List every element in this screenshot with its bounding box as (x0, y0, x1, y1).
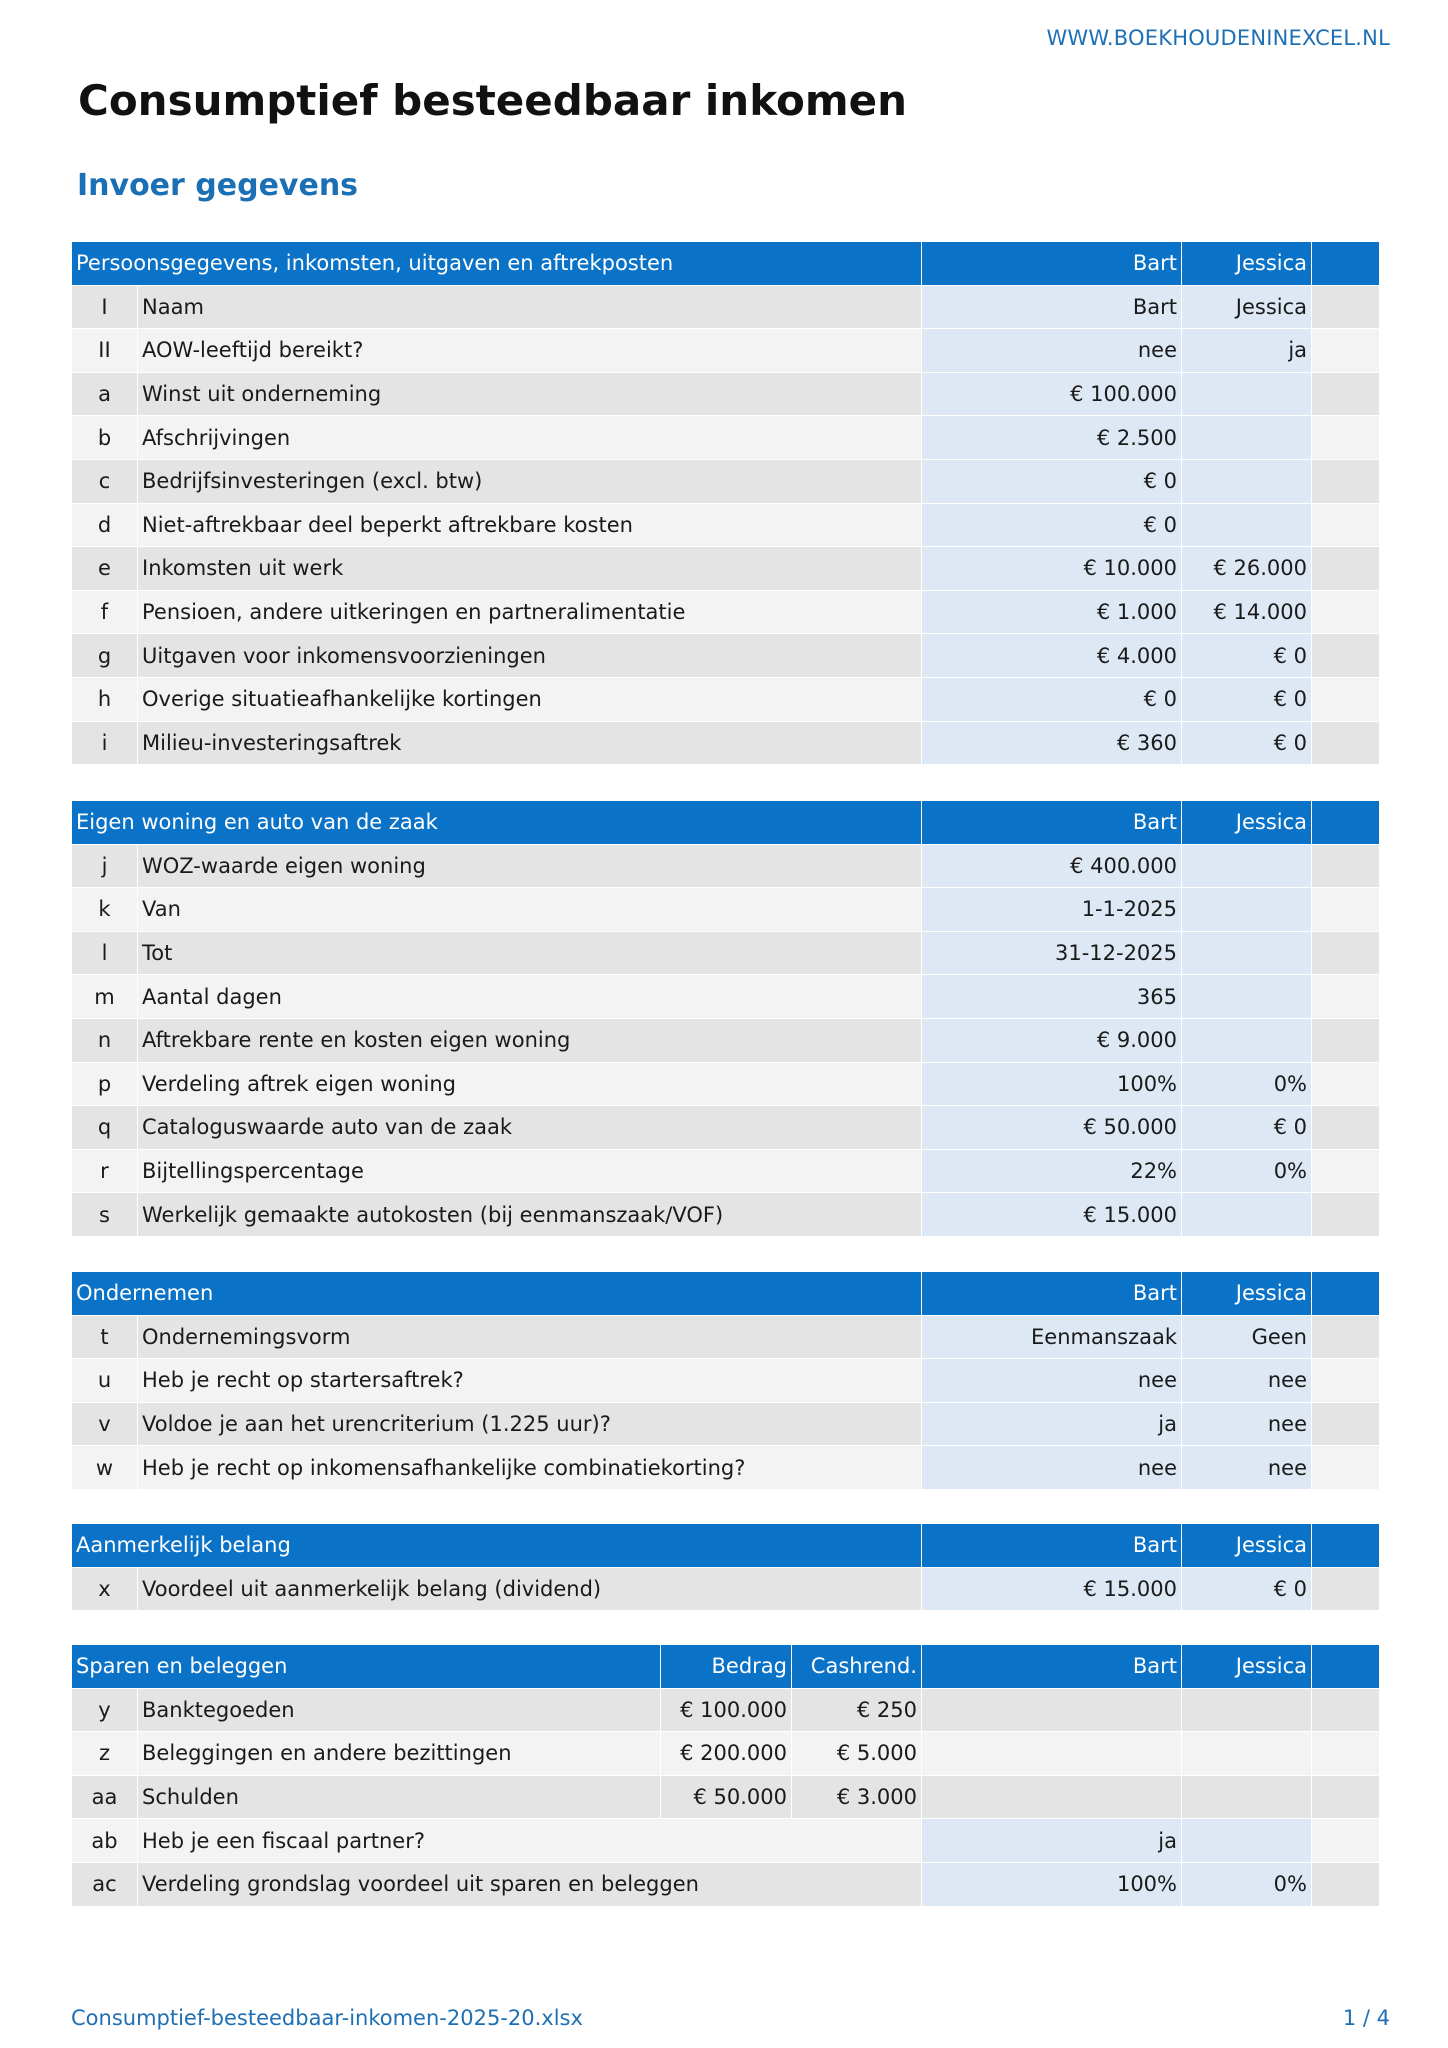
row-code: d (72, 503, 138, 547)
row-code: m (72, 975, 138, 1019)
row-code: c (72, 459, 138, 503)
header-bart: Bart (922, 242, 1182, 286)
value-jessica[interactable]: € 0 (1182, 1567, 1312, 1611)
header-jessica: Jessica (1182, 801, 1312, 845)
value-jessica[interactable]: 0% (1182, 1062, 1312, 1106)
value-bart[interactable]: € 50.000 (922, 1106, 1182, 1150)
value-bedrag[interactable]: € 50.000 (661, 1775, 792, 1819)
table-row (72, 844, 1380, 888)
row-label: Bedrijfsinvesteringen (excl. btw) (138, 459, 922, 503)
row-code: i (72, 721, 138, 765)
footer-page-number: 1 / 4 (1342, 2006, 1390, 2030)
row-code: y (72, 1688, 138, 1732)
row-label: Schulden (138, 1775, 661, 1819)
value-jessica[interactable]: 0% (1182, 1862, 1312, 1906)
row-code: x (72, 1567, 138, 1611)
table-row (72, 416, 1380, 460)
value-bart[interactable]: Bart (922, 285, 1182, 329)
header-jessica: Jessica (1182, 1645, 1312, 1689)
table-row (72, 1315, 1380, 1359)
table-row (72, 1359, 1380, 1403)
table-substantial-interest (71, 1523, 1380, 1611)
table-row (72, 888, 1380, 932)
row-label: Bijtellingspercentage (138, 1149, 922, 1193)
table-savings-investments (71, 1644, 1380, 1907)
value-jessica[interactable]: € 0 (1182, 1106, 1312, 1150)
row-label: Verdeling aftrek eigen woning (138, 1062, 922, 1106)
row-spacer (1312, 975, 1380, 1019)
table-header-row (72, 242, 1380, 286)
row-code: p (72, 1062, 138, 1106)
row-spacer (1312, 1688, 1380, 1732)
table-row (72, 285, 1380, 329)
value-jessica[interactable]: Geen (1182, 1315, 1312, 1359)
table-row (72, 1567, 1380, 1611)
table-row (72, 1732, 1380, 1776)
value-bart[interactable]: € 10.000 (922, 547, 1182, 591)
table-row (72, 634, 1380, 678)
row-spacer (1312, 931, 1380, 975)
row-code: q (72, 1106, 138, 1150)
value-bart[interactable]: 100% (922, 1062, 1182, 1106)
row-code: f (72, 590, 138, 634)
row-code: aa (72, 1775, 138, 1819)
row-code: g (72, 634, 138, 678)
row-code: k (72, 888, 138, 932)
value-bart[interactable]: 365 (922, 975, 1182, 1019)
value-bart (922, 1688, 1182, 1732)
value-bart[interactable]: € 0 (922, 503, 1182, 547)
value-jessica[interactable] (1182, 975, 1312, 1019)
row-spacer (1312, 1402, 1380, 1446)
row-code: z (72, 1732, 138, 1776)
value-jessica[interactable]: € 0 (1182, 677, 1312, 721)
row-code: ac (72, 1862, 138, 1906)
header-jessica: Jessica (1182, 1272, 1312, 1316)
row-spacer (1312, 547, 1380, 591)
header-cashrend: Cashrend. (792, 1645, 922, 1689)
value-bart[interactable]: nee (922, 1446, 1182, 1490)
value-jessica (1182, 1732, 1312, 1776)
value-jessica (1182, 1688, 1312, 1732)
value-jessica[interactable] (1182, 844, 1312, 888)
value-bart[interactable]: nee (922, 1359, 1182, 1403)
row-label: Voordeel uit aanmerkelijk belang (dividend) (138, 1567, 922, 1611)
table-row (72, 459, 1380, 503)
value-jessica[interactable]: € 26.000 (1182, 547, 1312, 591)
header-spacer (1312, 1272, 1380, 1316)
row-code: v (72, 1402, 138, 1446)
value-jessica[interactable]: € 14.000 (1182, 590, 1312, 634)
table-row (72, 1446, 1380, 1490)
value-bart[interactable]: 100% (922, 1862, 1182, 1906)
row-spacer (1312, 1862, 1380, 1906)
value-jessica[interactable] (1182, 416, 1312, 460)
section-title: Invoer gegevens (77, 168, 359, 203)
table-row (72, 547, 1380, 591)
table-header-row (72, 1272, 1380, 1316)
value-jessica[interactable] (1182, 1819, 1312, 1863)
row-spacer (1312, 416, 1380, 460)
row-code: b (72, 416, 138, 460)
row-code: r (72, 1149, 138, 1193)
row-spacer (1312, 372, 1380, 416)
value-bart[interactable]: 1-1-2025 (922, 888, 1182, 932)
row-spacer (1312, 844, 1380, 888)
row-label: Heb je een fiscaal partner? (138, 1819, 922, 1863)
header-bart: Bart (922, 1645, 1182, 1689)
value-jessica[interactable] (1182, 459, 1312, 503)
value-bart[interactable]: nee (922, 329, 1182, 373)
table-row (72, 1149, 1380, 1193)
value-jessica[interactable]: € 0 (1182, 634, 1312, 678)
value-bart[interactable]: 22% (922, 1149, 1182, 1193)
value-cashrend: € 3.000 (792, 1775, 922, 1819)
row-code: t (72, 1315, 138, 1359)
value-bart[interactable]: € 2.500 (922, 416, 1182, 460)
row-label: Van (138, 888, 922, 932)
row-code: a (72, 372, 138, 416)
value-jessica (1182, 1775, 1312, 1819)
row-label: Pensioen, andere uitkeringen en partneralimentatie (138, 590, 922, 634)
row-code: II (72, 329, 138, 373)
header-jessica: Jessica (1182, 242, 1312, 286)
row-spacer (1312, 1446, 1380, 1490)
table-business (71, 1271, 1380, 1490)
row-label: Naam (138, 285, 922, 329)
value-jessica[interactable]: nee (1182, 1446, 1312, 1490)
table-row (72, 372, 1380, 416)
row-label: Aftrekbare rente en kosten eigen woning (138, 1018, 922, 1062)
row-label: Verdeling grondslag voordeel uit sparen en beleggen (138, 1862, 922, 1906)
row-code: ab (72, 1819, 138, 1863)
value-bart[interactable]: ja (922, 1402, 1182, 1446)
table-row (72, 590, 1380, 634)
row-spacer (1312, 677, 1380, 721)
row-label: Werkelijk gemaakte autokosten (bij eenmanszaak/VOF) (138, 1193, 922, 1237)
row-spacer (1312, 1732, 1380, 1776)
table-header-row (72, 1524, 1380, 1568)
table-row (72, 1688, 1380, 1732)
header-section-label: Ondernemen (72, 1272, 922, 1316)
table-row (72, 1062, 1380, 1106)
row-label: Voldoe je aan het urencriterium (1.225 uur)? (138, 1402, 922, 1446)
row-label: Aantal dagen (138, 975, 922, 1019)
header-section-label: Eigen woning en auto van de zaak (72, 801, 922, 845)
row-code: w (72, 1446, 138, 1490)
row-code: u (72, 1359, 138, 1403)
table-row (72, 1775, 1380, 1819)
row-code: j (72, 844, 138, 888)
header-spacer (1312, 1645, 1380, 1689)
row-spacer (1312, 888, 1380, 932)
value-bart[interactable]: ja (922, 1819, 1182, 1863)
value-jessica[interactable] (1182, 503, 1312, 547)
value-bart[interactable]: € 100.000 (922, 372, 1182, 416)
row-spacer (1312, 1018, 1380, 1062)
value-bart (922, 1732, 1182, 1776)
value-bart[interactable]: € 400.000 (922, 844, 1182, 888)
table-row (72, 677, 1380, 721)
row-spacer (1312, 634, 1380, 678)
value-bart[interactable]: € 360 (922, 721, 1182, 765)
table-home-car (71, 800, 1380, 1237)
row-code: n (72, 1018, 138, 1062)
row-spacer (1312, 1567, 1380, 1611)
header-bart: Bart (922, 801, 1182, 845)
row-spacer (1312, 1193, 1380, 1237)
table-row (72, 1402, 1380, 1446)
row-label: Heb je recht op startersaftrek? (138, 1359, 922, 1403)
row-label: Milieu-investeringsaftrek (138, 721, 922, 765)
value-bart[interactable]: € 15.000 (922, 1567, 1182, 1611)
table-row (72, 721, 1380, 765)
row-spacer (1312, 329, 1380, 373)
value-bart[interactable]: € 4.000 (922, 634, 1182, 678)
value-jessica[interactable] (1182, 888, 1312, 932)
header-bart: Bart (922, 1524, 1182, 1568)
table-row (72, 931, 1380, 975)
row-label: Ondernemingsvorm (138, 1315, 922, 1359)
value-jessica[interactable]: ja (1182, 329, 1312, 373)
header-bedrag: Bedrag (661, 1645, 792, 1689)
row-label: Uitgaven voor inkomensvoorzieningen (138, 634, 922, 678)
row-spacer (1312, 590, 1380, 634)
value-bart[interactable]: € 0 (922, 677, 1182, 721)
value-cashrend: € 250 (792, 1688, 922, 1732)
value-bart[interactable]: Eenmanszaak (922, 1315, 1182, 1359)
row-label: Cataloguswaarde auto van de zaak (138, 1106, 922, 1150)
row-label: AOW-leeftijd bereikt? (138, 329, 922, 373)
row-spacer (1312, 1106, 1380, 1150)
table-row (72, 1193, 1380, 1237)
value-bart[interactable]: € 0 (922, 459, 1182, 503)
value-jessica[interactable] (1182, 1018, 1312, 1062)
table-personal (71, 241, 1380, 765)
row-label: Afschrijvingen (138, 416, 922, 460)
row-code: l (72, 931, 138, 975)
row-code: s (72, 1193, 138, 1237)
site-url[interactable]: WWW.BOEKHOUDENINEXCEL.NL (1046, 26, 1390, 50)
row-label: Heb je recht op inkomensafhankelijke combinatiekorting? (138, 1446, 922, 1490)
header-spacer (1312, 1524, 1380, 1568)
value-bedrag[interactable]: € 100.000 (661, 1688, 792, 1732)
row-label: Beleggingen en andere bezittingen (138, 1732, 661, 1776)
row-spacer (1312, 721, 1380, 765)
value-jessica[interactable]: 0% (1182, 1149, 1312, 1193)
value-bart[interactable]: € 15.000 (922, 1193, 1182, 1237)
row-spacer (1312, 285, 1380, 329)
row-label: Winst uit onderneming (138, 372, 922, 416)
page-title: Consumptief besteedbaar inkomen (78, 76, 908, 125)
value-jessica[interactable]: Jessica (1182, 285, 1312, 329)
value-jessica[interactable] (1182, 372, 1312, 416)
row-label: WOZ-waarde eigen woning (138, 844, 922, 888)
header-spacer (1312, 801, 1380, 845)
header-section-label: Persoonsgegevens, inkomsten, uitgaven en aftrekposten (72, 242, 922, 286)
value-bart[interactable]: € 9.000 (922, 1018, 1182, 1062)
value-jessica[interactable]: nee (1182, 1359, 1312, 1403)
header-spacer (1312, 242, 1380, 286)
value-bedrag[interactable]: € 200.000 (661, 1732, 792, 1776)
value-jessica[interactable]: € 0 (1182, 721, 1312, 765)
row-code: e (72, 547, 138, 591)
table-row (72, 329, 1380, 373)
row-spacer (1312, 503, 1380, 547)
row-spacer (1312, 1315, 1380, 1359)
table-row (72, 503, 1380, 547)
row-code: I (72, 285, 138, 329)
row-label: Tot (138, 931, 922, 975)
row-label: Niet-aftrekbaar deel beperkt aftrekbare kosten (138, 503, 922, 547)
row-label: Overige situatieafhankelijke kortingen (138, 677, 922, 721)
value-jessica[interactable]: nee (1182, 1402, 1312, 1446)
table-row (72, 1819, 1380, 1863)
header-bart: Bart (922, 1272, 1182, 1316)
value-jessica[interactable] (1182, 1193, 1312, 1237)
value-bart[interactable]: 31-12-2025 (922, 931, 1182, 975)
table-row (72, 1018, 1380, 1062)
value-cashrend: € 5.000 (792, 1732, 922, 1776)
table-header-row (72, 1645, 1380, 1689)
table-row (72, 975, 1380, 1019)
row-spacer (1312, 1775, 1380, 1819)
table-row (72, 1862, 1380, 1906)
row-spacer (1312, 1359, 1380, 1403)
header-section-label: Aanmerkelijk belang (72, 1524, 922, 1568)
table-row (72, 1106, 1380, 1150)
row-code: h (72, 677, 138, 721)
value-bart (922, 1775, 1182, 1819)
row-label: Inkomsten uit werk (138, 547, 922, 591)
row-label: Banktegoeden (138, 1688, 661, 1732)
header-section-label: Sparen en beleggen (72, 1645, 661, 1689)
header-jessica: Jessica (1182, 1524, 1312, 1568)
value-jessica[interactable] (1182, 931, 1312, 975)
row-spacer (1312, 1819, 1380, 1863)
footer-filename: Consumptief-besteedbaar-inkomen-2025-20.xlsx (71, 2006, 583, 2030)
table-header-row (72, 801, 1380, 845)
row-spacer (1312, 1062, 1380, 1106)
value-bart[interactable]: € 1.000 (922, 590, 1182, 634)
row-spacer (1312, 1149, 1380, 1193)
row-spacer (1312, 459, 1380, 503)
